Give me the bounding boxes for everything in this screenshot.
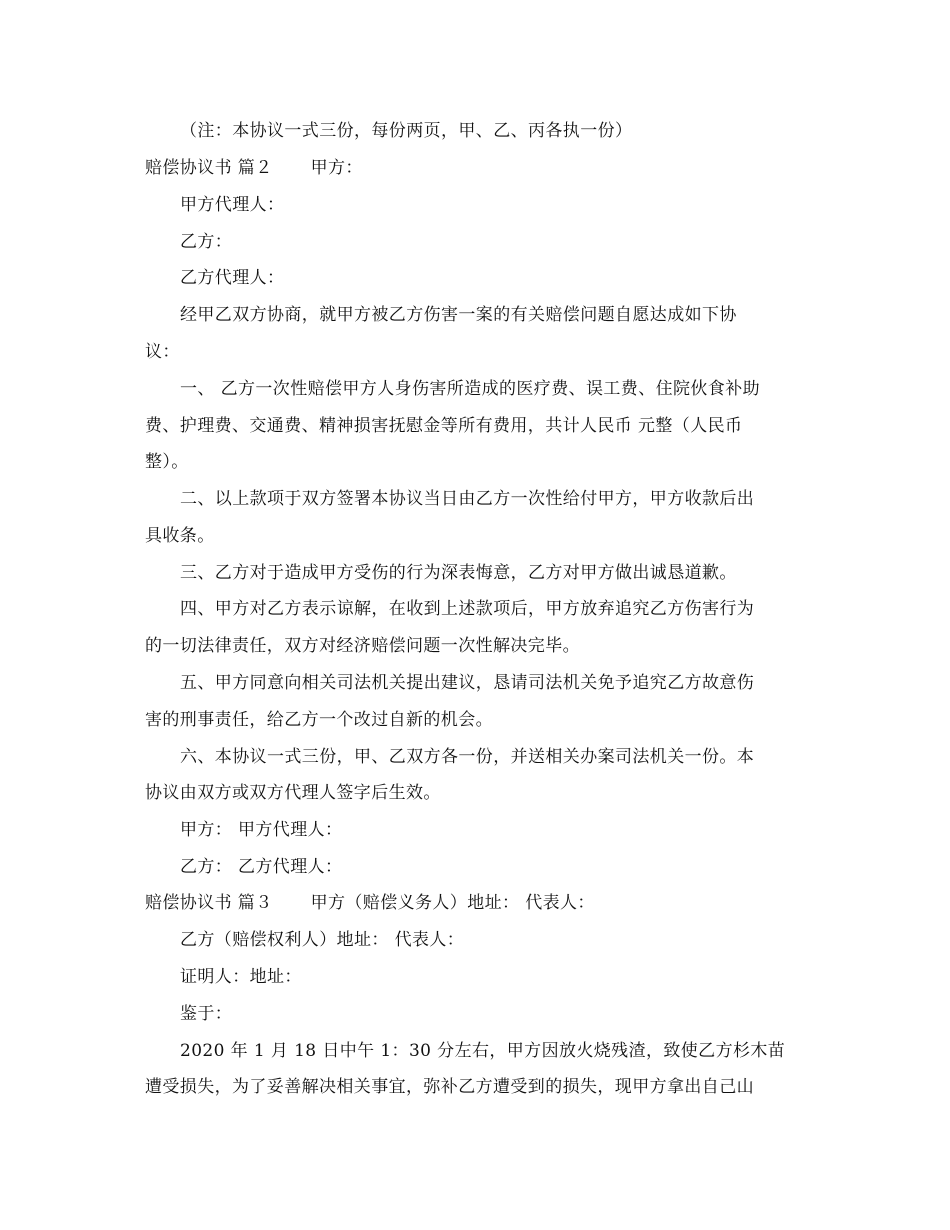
signature-party-a: 甲方： 甲方代理人：	[180, 820, 343, 840]
section-title-2: 赔偿协议书 篇２	[145, 158, 273, 178]
paragraph-line: 经甲乙双方协商，就甲方被乙方伤害一案的有关赔偿问题自愿达成如下协	[180, 305, 737, 325]
party-a-obligor: 甲方（赔偿义务人）地址： 代表人：	[310, 893, 595, 913]
clause-3-line: 三、乙方对于造成甲方受伤的行为深表悔意，乙方对甲方做出诚恳道歉。	[180, 563, 737, 583]
clause-1-line: 费、护理费、交通费、精神损害抚慰金等所有费用，共计人民币 元整（人民币	[145, 416, 743, 436]
clause-4-line: 的一切法律责任，双方对经济赔偿问题一次性解决完毕。	[145, 636, 580, 656]
clause-5-line: 五、甲方同意向相关司法机关提出建议，恳请司法机关免予追究乙方故意伤	[180, 673, 755, 693]
section-heading-3	[145, 891, 805, 915]
paragraph-line: 议：	[145, 342, 180, 362]
party-b: 乙方：	[180, 232, 233, 252]
clause-6-line: 协议由双方或双方代理人签字后生效。	[145, 783, 441, 803]
signature-party-b: 乙方： 乙方代理人：	[180, 857, 343, 877]
clause-2-line: 具收条。	[145, 526, 215, 546]
clause-1-line: 整）。	[145, 452, 189, 472]
whereas-line: 鉴于：	[180, 1004, 233, 1024]
clause-5-line: 害的刑事责任，给乙方一个改过自新的机会。	[145, 710, 493, 730]
witness-line: 证明人：地址：	[180, 967, 302, 987]
party-b-obligee: 乙方（赔偿权利人）地址： 代表人：	[180, 930, 465, 950]
incident-paragraph-line: 2020 年 1 月 18 日中午 1：30 分左右，甲方因放火烧残渣，致使乙方杉木苗	[180, 1041, 786, 1061]
party-a-agent: 甲方代理人：	[180, 195, 285, 215]
section-heading-2	[145, 156, 805, 180]
note-line: （注：本协议一式三份，每份两页，甲、乙、丙各执一份）	[180, 121, 633, 141]
clause-1-line: 一、 乙方一次性赔偿甲方人身伤害所造成的医疗费、误工费、住院伙食补助	[180, 379, 761, 399]
party-a-label: 甲方：	[310, 158, 363, 178]
clause-2-line: 二、以上款项于双方签署本协议当日由乙方一次性给付甲方，甲方收款后出	[180, 489, 755, 509]
party-b-agent: 乙方代理人：	[180, 268, 285, 288]
clause-6-line: 六、本协议一式三份，甲、乙双方各一份，并送相关办案司法机关一份。本	[180, 747, 755, 767]
section-title-3: 赔偿协议书 篇３	[145, 893, 273, 913]
incident-paragraph-line: 遭受损失，为了妥善解决相关事宜，弥补乙方遭受到的损失，现甲方拿出自己山	[145, 1077, 754, 1097]
clause-4-line: 四、甲方对乙方表示谅解，在收到上述款项后，甲方放弃追究乙方伤害行为	[180, 599, 755, 619]
